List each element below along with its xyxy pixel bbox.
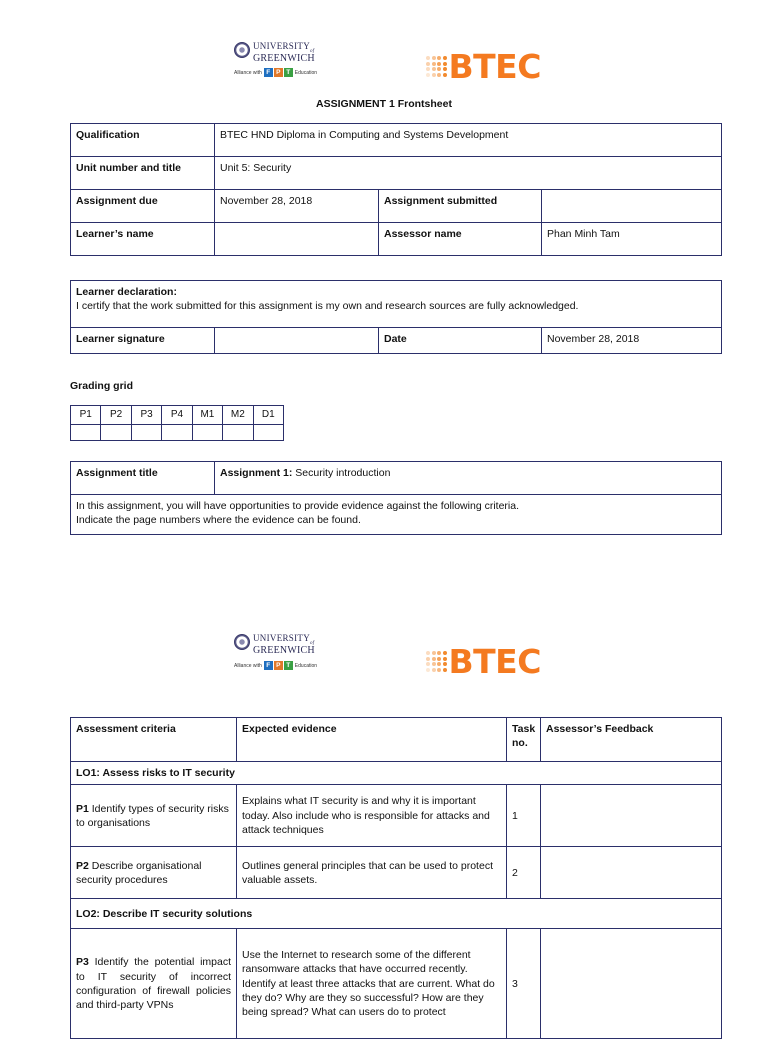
fpt-logo xyxy=(264,68,293,77)
fpt-logo xyxy=(264,661,293,670)
date-value: November 28, 2018 xyxy=(542,328,722,354)
qualification-label: Qualification xyxy=(71,124,215,157)
grade-cell[interactable] xyxy=(101,424,131,440)
grade-header-d1: D1 xyxy=(253,406,283,425)
qualification-value: BTEC HND Diploma in Computing and Systems Development xyxy=(215,124,722,157)
grade-cell[interactable] xyxy=(131,424,161,440)
p3-feedback[interactable] xyxy=(541,929,722,1039)
grade-cell[interactable] xyxy=(162,424,192,440)
btec-logo-2 xyxy=(426,642,541,681)
feedback-header: Assessor’s Feedback xyxy=(541,718,722,762)
p3-code: P3 xyxy=(76,956,89,969)
submitted-value[interactable] xyxy=(542,190,722,223)
p2-evidence: Outlines general principles that can be used to protect valuable assets. xyxy=(237,847,507,899)
due-value: November 28, 2018 xyxy=(215,190,379,223)
lo1-row: LO1: Assess risks to IT security xyxy=(71,762,722,785)
p2-criterion xyxy=(71,847,237,899)
p3-criterion xyxy=(71,929,237,1039)
p1-criterion xyxy=(71,785,237,847)
grading-title: Grading grid xyxy=(70,380,133,392)
assignment-intro-1: In this assignment, you will have opportunities to provide evidence against the following criteria. xyxy=(76,500,519,512)
info-table xyxy=(70,123,722,256)
p2-task: 2 xyxy=(507,847,541,899)
p3-task: 3 xyxy=(507,929,541,1039)
p2-feedback[interactable] xyxy=(541,847,722,899)
p2-code: P2 xyxy=(76,859,89,872)
btec-dots-icon xyxy=(426,651,447,672)
grade-cell[interactable] xyxy=(71,424,101,440)
p1-task: 1 xyxy=(507,785,541,847)
alliance-suffix: Education xyxy=(294,69,318,76)
grade-header-m2: M2 xyxy=(223,406,253,425)
alliance-suffix: Education xyxy=(294,662,318,669)
fpt-letter-f: F xyxy=(264,68,273,77)
alliance-prefix: Alliance with xyxy=(234,662,262,669)
fpt-letter-p: P xyxy=(274,661,283,670)
fpt-letter-t: T xyxy=(284,661,293,670)
assignment-name: Security introduction xyxy=(292,467,391,479)
university-of: of xyxy=(310,640,315,646)
unit-value: Unit 5: Security xyxy=(215,157,722,190)
p1-feedback[interactable] xyxy=(541,785,722,847)
learner-value[interactable] xyxy=(215,223,379,256)
grade-header-p2: P2 xyxy=(101,406,131,425)
task-header: Task no. xyxy=(507,718,541,762)
crest-icon xyxy=(234,634,250,650)
p1-text: Identify types of security risks to organisations xyxy=(76,802,229,829)
declaration-table xyxy=(70,280,722,354)
grade-cell[interactable] xyxy=(192,424,222,440)
btec-wordmark: BTEC xyxy=(448,642,541,681)
signature-value[interactable] xyxy=(215,328,379,354)
p3-evidence: Use the Internet to research some of the different ransomware attacks that have occurred recently. Identify at least three attacks that are current. What do they do? Why are they so successful? How are they being spread? What can users do to protect xyxy=(237,929,507,1039)
btec-logo xyxy=(426,47,541,86)
btec-dots-icon xyxy=(426,56,447,77)
university-logo-2 xyxy=(234,634,315,656)
university-name: UNIVERSITY xyxy=(253,633,310,643)
learner-label: Learner’s name xyxy=(71,223,215,256)
due-label: Assignment due xyxy=(71,190,215,223)
criteria-table xyxy=(70,717,722,1039)
university-of: of xyxy=(310,48,315,54)
alliance-fpt xyxy=(234,68,317,77)
grade-cell[interactable] xyxy=(253,424,283,440)
assignment-intro-2: Indicate the page numbers where the evidence can be found. xyxy=(76,514,361,527)
university-city: GREENWICH xyxy=(253,52,315,64)
grade-header-p3: P3 xyxy=(131,406,161,425)
alliance-fpt-2 xyxy=(234,661,317,670)
assessor-label: Assessor name xyxy=(379,223,542,256)
submitted-label: Assignment submitted xyxy=(379,190,542,223)
grade-header-p1: P1 xyxy=(71,406,101,425)
assignment-title-value xyxy=(215,462,722,495)
evidence-header: Expected evidence xyxy=(237,718,507,762)
btec-wordmark: BTEC xyxy=(448,47,541,86)
p1-code: P1 xyxy=(76,802,89,815)
university-name: UNIVERSITY xyxy=(253,41,310,51)
declaration-text: I certify that the work submitted for this assignment is my own and research sources are fully acknowledged. xyxy=(76,300,579,313)
crest-icon xyxy=(234,42,250,58)
grade-header-m1: M1 xyxy=(192,406,222,425)
grade-cell[interactable] xyxy=(223,424,253,440)
assignment-title-label: Assignment title xyxy=(71,462,215,495)
grade-header-p4: P4 xyxy=(162,406,192,425)
university-city: GREENWICH xyxy=(253,644,315,656)
fpt-letter-p: P xyxy=(274,68,283,77)
assignment-number: Assignment 1: xyxy=(220,467,293,479)
p2-text: Describe organisational security procedures xyxy=(76,859,202,886)
assessor-value: Phan Minh Tam xyxy=(542,223,722,256)
alliance-prefix: Alliance with xyxy=(234,69,262,76)
fpt-letter-t: T xyxy=(284,68,293,77)
criteria-header: Assessment criteria xyxy=(71,718,237,762)
university-logo xyxy=(234,42,315,64)
assignment-table xyxy=(70,461,722,535)
date-label: Date xyxy=(379,328,542,354)
grading-grid xyxy=(70,405,284,441)
declaration-title: Learner declaration: xyxy=(76,286,177,298)
signature-label: Learner signature xyxy=(71,328,215,354)
fpt-letter-f: F xyxy=(264,661,273,670)
unit-label: Unit number and title xyxy=(71,157,215,190)
lo2-row: LO2: Describe IT security solutions xyxy=(71,899,722,929)
p1-evidence: Explains what IT security is and why it is important today. Also include who is responsible for attacks and attack techniques xyxy=(237,785,507,847)
frontsheet-title: ASSIGNMENT 1 Frontsheet xyxy=(316,98,452,110)
p3-text: Identify the potential impact to IT security of incorrect configuration of firewall policies and third-party VPNs xyxy=(76,956,231,1011)
